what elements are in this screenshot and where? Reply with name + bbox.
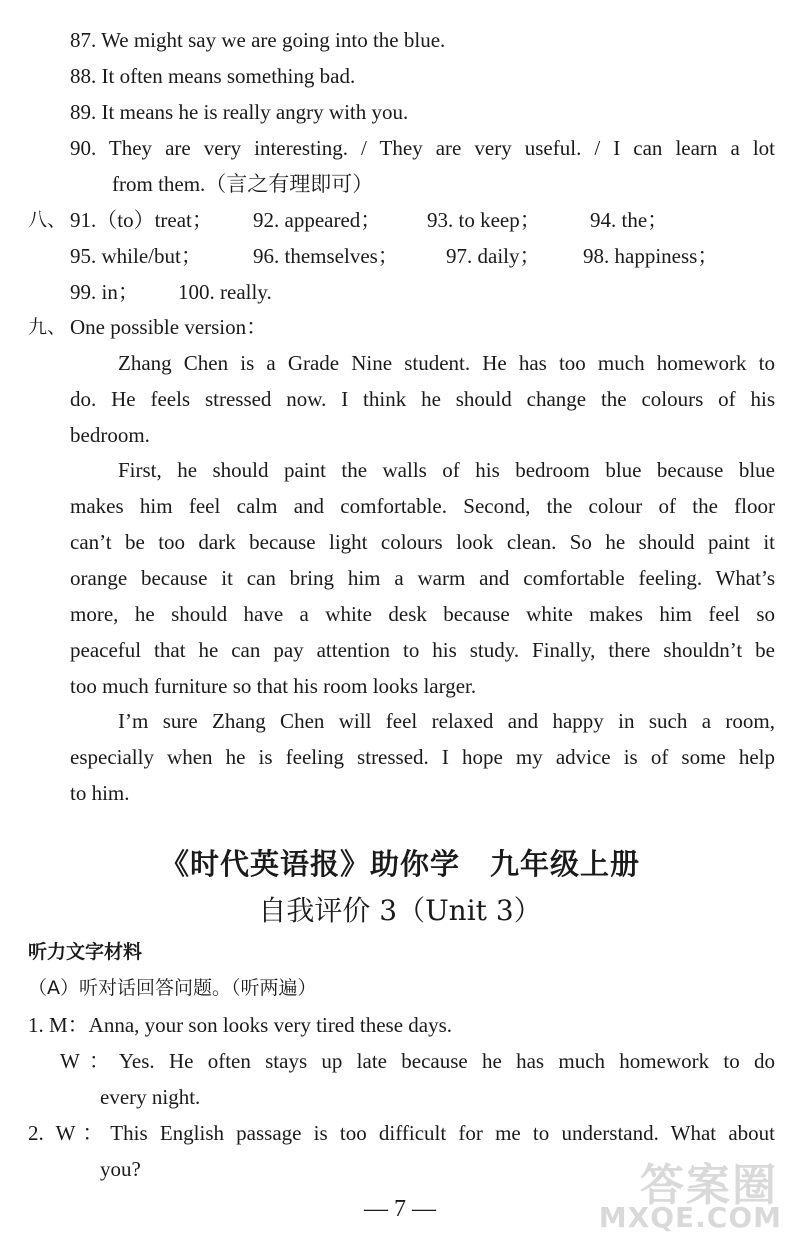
answer-98: 98. happiness； bbox=[583, 244, 719, 268]
page-subtitle: 自我评价 3（Unit 3） bbox=[258, 894, 542, 927]
answer-91: 91.（to）treat； bbox=[70, 208, 213, 232]
essay-p3-line2: especially when he is feeling stressed. I hope my advice is of some help bbox=[70, 745, 775, 769]
watermark-logo bbox=[598, 1149, 782, 1241]
answer-94: 94. the； bbox=[590, 208, 669, 232]
dialogue-1-woman-line2: every night. bbox=[100, 1085, 201, 1109]
answer-93: 93. to keep； bbox=[427, 208, 541, 232]
essay-p1-line1: Zhang Chen is a Grade Nine student. He has too much homework to bbox=[118, 351, 775, 375]
essay-p3-line1: I’m sure Zhang Chen will feel relaxed and happy in such a room, bbox=[118, 709, 775, 733]
essay-p2-line3: can’t be too dark because light colours look clean. So he should paint it bbox=[70, 530, 775, 554]
essay-p2-line2: makes him feel calm and comfortable. Second, the colour of the floor bbox=[70, 494, 775, 518]
section-9-intro: One possible version： bbox=[70, 315, 268, 339]
answer-96: 96. themselves； bbox=[253, 244, 399, 268]
dialogue-1-man: 1. M：Anna, your son looks very tired these days. bbox=[28, 1013, 453, 1037]
essay-p2-line4: orange because it can bring him a warm and comfortable feeling. What’s bbox=[70, 566, 775, 590]
answer-92: 92. appeared； bbox=[253, 208, 382, 232]
section-9-label: 九、 bbox=[28, 316, 67, 338]
essay-p2-line7: too much furniture so that his room looks larger. bbox=[70, 674, 477, 698]
listening-heading: 听力文字材料 bbox=[28, 941, 143, 963]
answer-97: 97. daily； bbox=[446, 244, 541, 268]
dialogue-1-woman-line1: W：Yes. He often stays up late because he has much homework to do bbox=[60, 1049, 775, 1073]
answer-95: 95. while/but； bbox=[70, 244, 202, 268]
essay-p2-line6: peaceful that he can pay attention to his study. Finally, there shouldn’t be bbox=[70, 638, 775, 662]
answer-88: 88. It often means something bad. bbox=[70, 64, 356, 88]
essay-p2-line1: First, he should paint the walls of his bedroom blue because blue bbox=[118, 458, 775, 482]
essay-p3-line3: to him. bbox=[70, 781, 130, 805]
answer-90-line1: 90. They are very interesting. / They are very useful. / I can learn a lot bbox=[70, 136, 775, 160]
essay-p1-line3: bedroom. bbox=[70, 423, 150, 447]
watermark-text-bottom: MXQE.COM bbox=[598, 1201, 782, 1234]
answer-99: 99. in； bbox=[70, 280, 139, 304]
answer-90-line2: from them.（言之有理即可） bbox=[112, 172, 374, 196]
page-title: 《时代英语报》助你学 九年级上册 bbox=[159, 847, 640, 881]
section-8-label: 八、 bbox=[28, 209, 67, 231]
dialogue-2-woman-line1: 2. W：This English passage is too difficult for me to understand. What about bbox=[28, 1121, 775, 1145]
essay-p2-line5: more, he should have a white desk because white makes him feel so bbox=[70, 602, 775, 626]
answer-89: 89. It means he is really angry with you. bbox=[70, 100, 409, 124]
watermark-text-top: 答案圈 bbox=[640, 1160, 778, 1211]
essay-p1-line2: do. He feels stressed now. I think he should change the colours of his bbox=[70, 387, 775, 411]
page-number: — 7 — bbox=[364, 1196, 436, 1222]
dialogue-2-woman-line2: you? bbox=[100, 1157, 141, 1181]
answer-87: 87. We might say we are going into the blue. bbox=[70, 28, 446, 52]
listening-instruction: （A）听对话回答问题。（听两遍） bbox=[28, 977, 317, 999]
answer-100: 100. really. bbox=[178, 280, 272, 304]
